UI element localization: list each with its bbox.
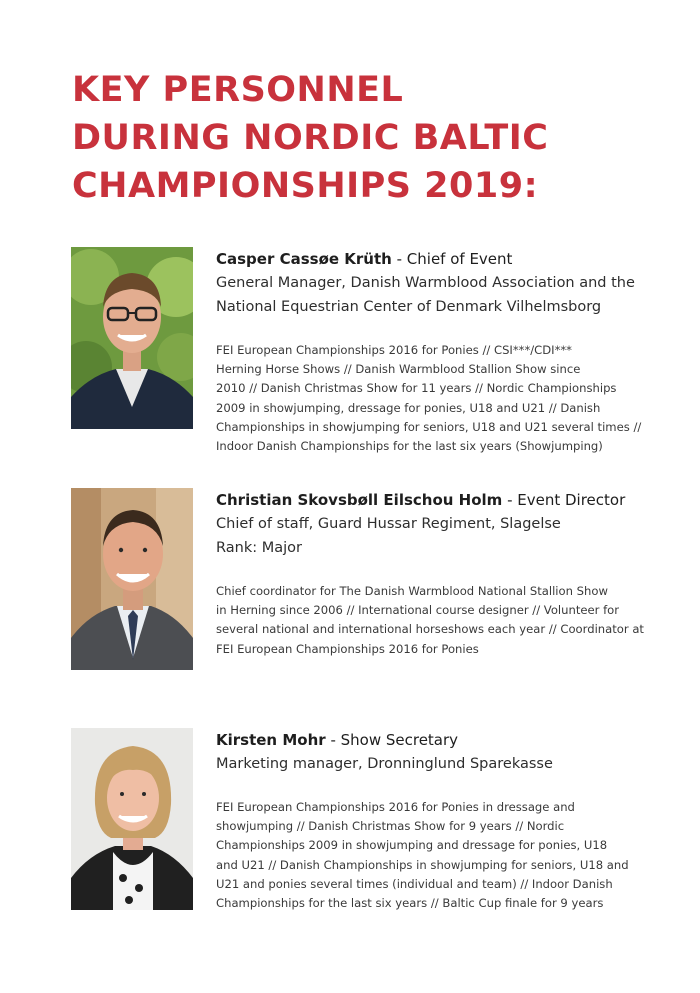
person-bio	[216, 341, 646, 456]
bio-line: 2010 // Danish Christmas Show for 11 years // Nordic Championships	[216, 381, 617, 396]
person-position: National Equestrian Center of Denmark Vilhelmsborg	[216, 299, 602, 315]
page-title	[72, 66, 548, 210]
title-line: DURING NORDIC BALTIC	[72, 118, 549, 158]
person-headline	[216, 247, 646, 271]
person-position: General Manager, Danish Warmblood Association and the	[216, 275, 635, 291]
bio-line: Championships in showjumping for seniors, U18 and U21 several times //	[216, 419, 642, 434]
person-position: Chief of staff, Guard Hussar Regiment, Slagelse	[216, 516, 561, 532]
bio-line: Championships for the last six years // Baltic Cup finale for 9 years	[216, 896, 604, 911]
bio-line: FEI European Championships 2016 for Ponies	[216, 641, 479, 656]
person-role: - Event Director	[507, 491, 626, 509]
bio-line: showjumping // Danish Christmas Show for 9 years // Nordic	[216, 819, 565, 834]
bio-line: FEI European Championships 2016 for Ponies in dressage and	[216, 800, 575, 814]
person-bio	[216, 798, 646, 913]
bio-line: Chief coordinator for The Danish Warmblood National Stallion Show	[216, 584, 608, 598]
title-line: CHAMPIONSHIPS 2019:	[72, 166, 539, 206]
portrait-woman	[71, 728, 193, 910]
person-name: Kirsten Mohr	[216, 731, 326, 749]
bio-line: U21 and ponies several times (individual and team) // Indoor Danish	[216, 876, 613, 891]
portrait-photo	[71, 728, 193, 910]
bio-line: in Herning since 2006 // International course designer // Volunteer for	[216, 603, 620, 618]
portrait-photo	[71, 488, 193, 670]
portrait-photo	[71, 247, 193, 429]
portrait-man-suit	[71, 488, 193, 670]
bio-line: several national and international horseshows each year // Coordinator at	[216, 622, 644, 637]
bio-line: and U21 // Danish Championships in showjumping for seniors, U18 and	[216, 857, 629, 872]
bio-line: 2009 in showjumping, dressage for ponies, U18 and U21 // Danish	[216, 400, 601, 415]
person-position: Rank: Major	[216, 540, 302, 556]
person-position: Marketing manager, Dronninglund Sparekasse	[216, 756, 553, 772]
bio-line: Championships 2009 in showjumping and dressage for ponies, U18	[216, 838, 608, 853]
person-role: - Show Secretary	[330, 731, 459, 749]
person-headline	[216, 728, 646, 752]
title-line: KEY PERSONNEL	[72, 70, 404, 110]
bio-line: Indoor Danish Championships for the last six years (Showjumping)	[216, 439, 603, 454]
person-name: Casper Cassøe Krüth	[216, 250, 392, 268]
person-name: Christian Skovsbøll Eilschou Holm	[216, 491, 503, 509]
person-role: - Chief of Event	[396, 250, 513, 268]
bio-line: Herning Horse Shows // Danish Warmblood Stallion Show since	[216, 362, 581, 377]
person-bio	[216, 582, 646, 659]
portrait-man-glasses	[71, 247, 193, 429]
person-headline	[216, 488, 646, 512]
bio-line: FEI European Championships 2016 for Ponies // CSI***/CDI***	[216, 343, 572, 357]
